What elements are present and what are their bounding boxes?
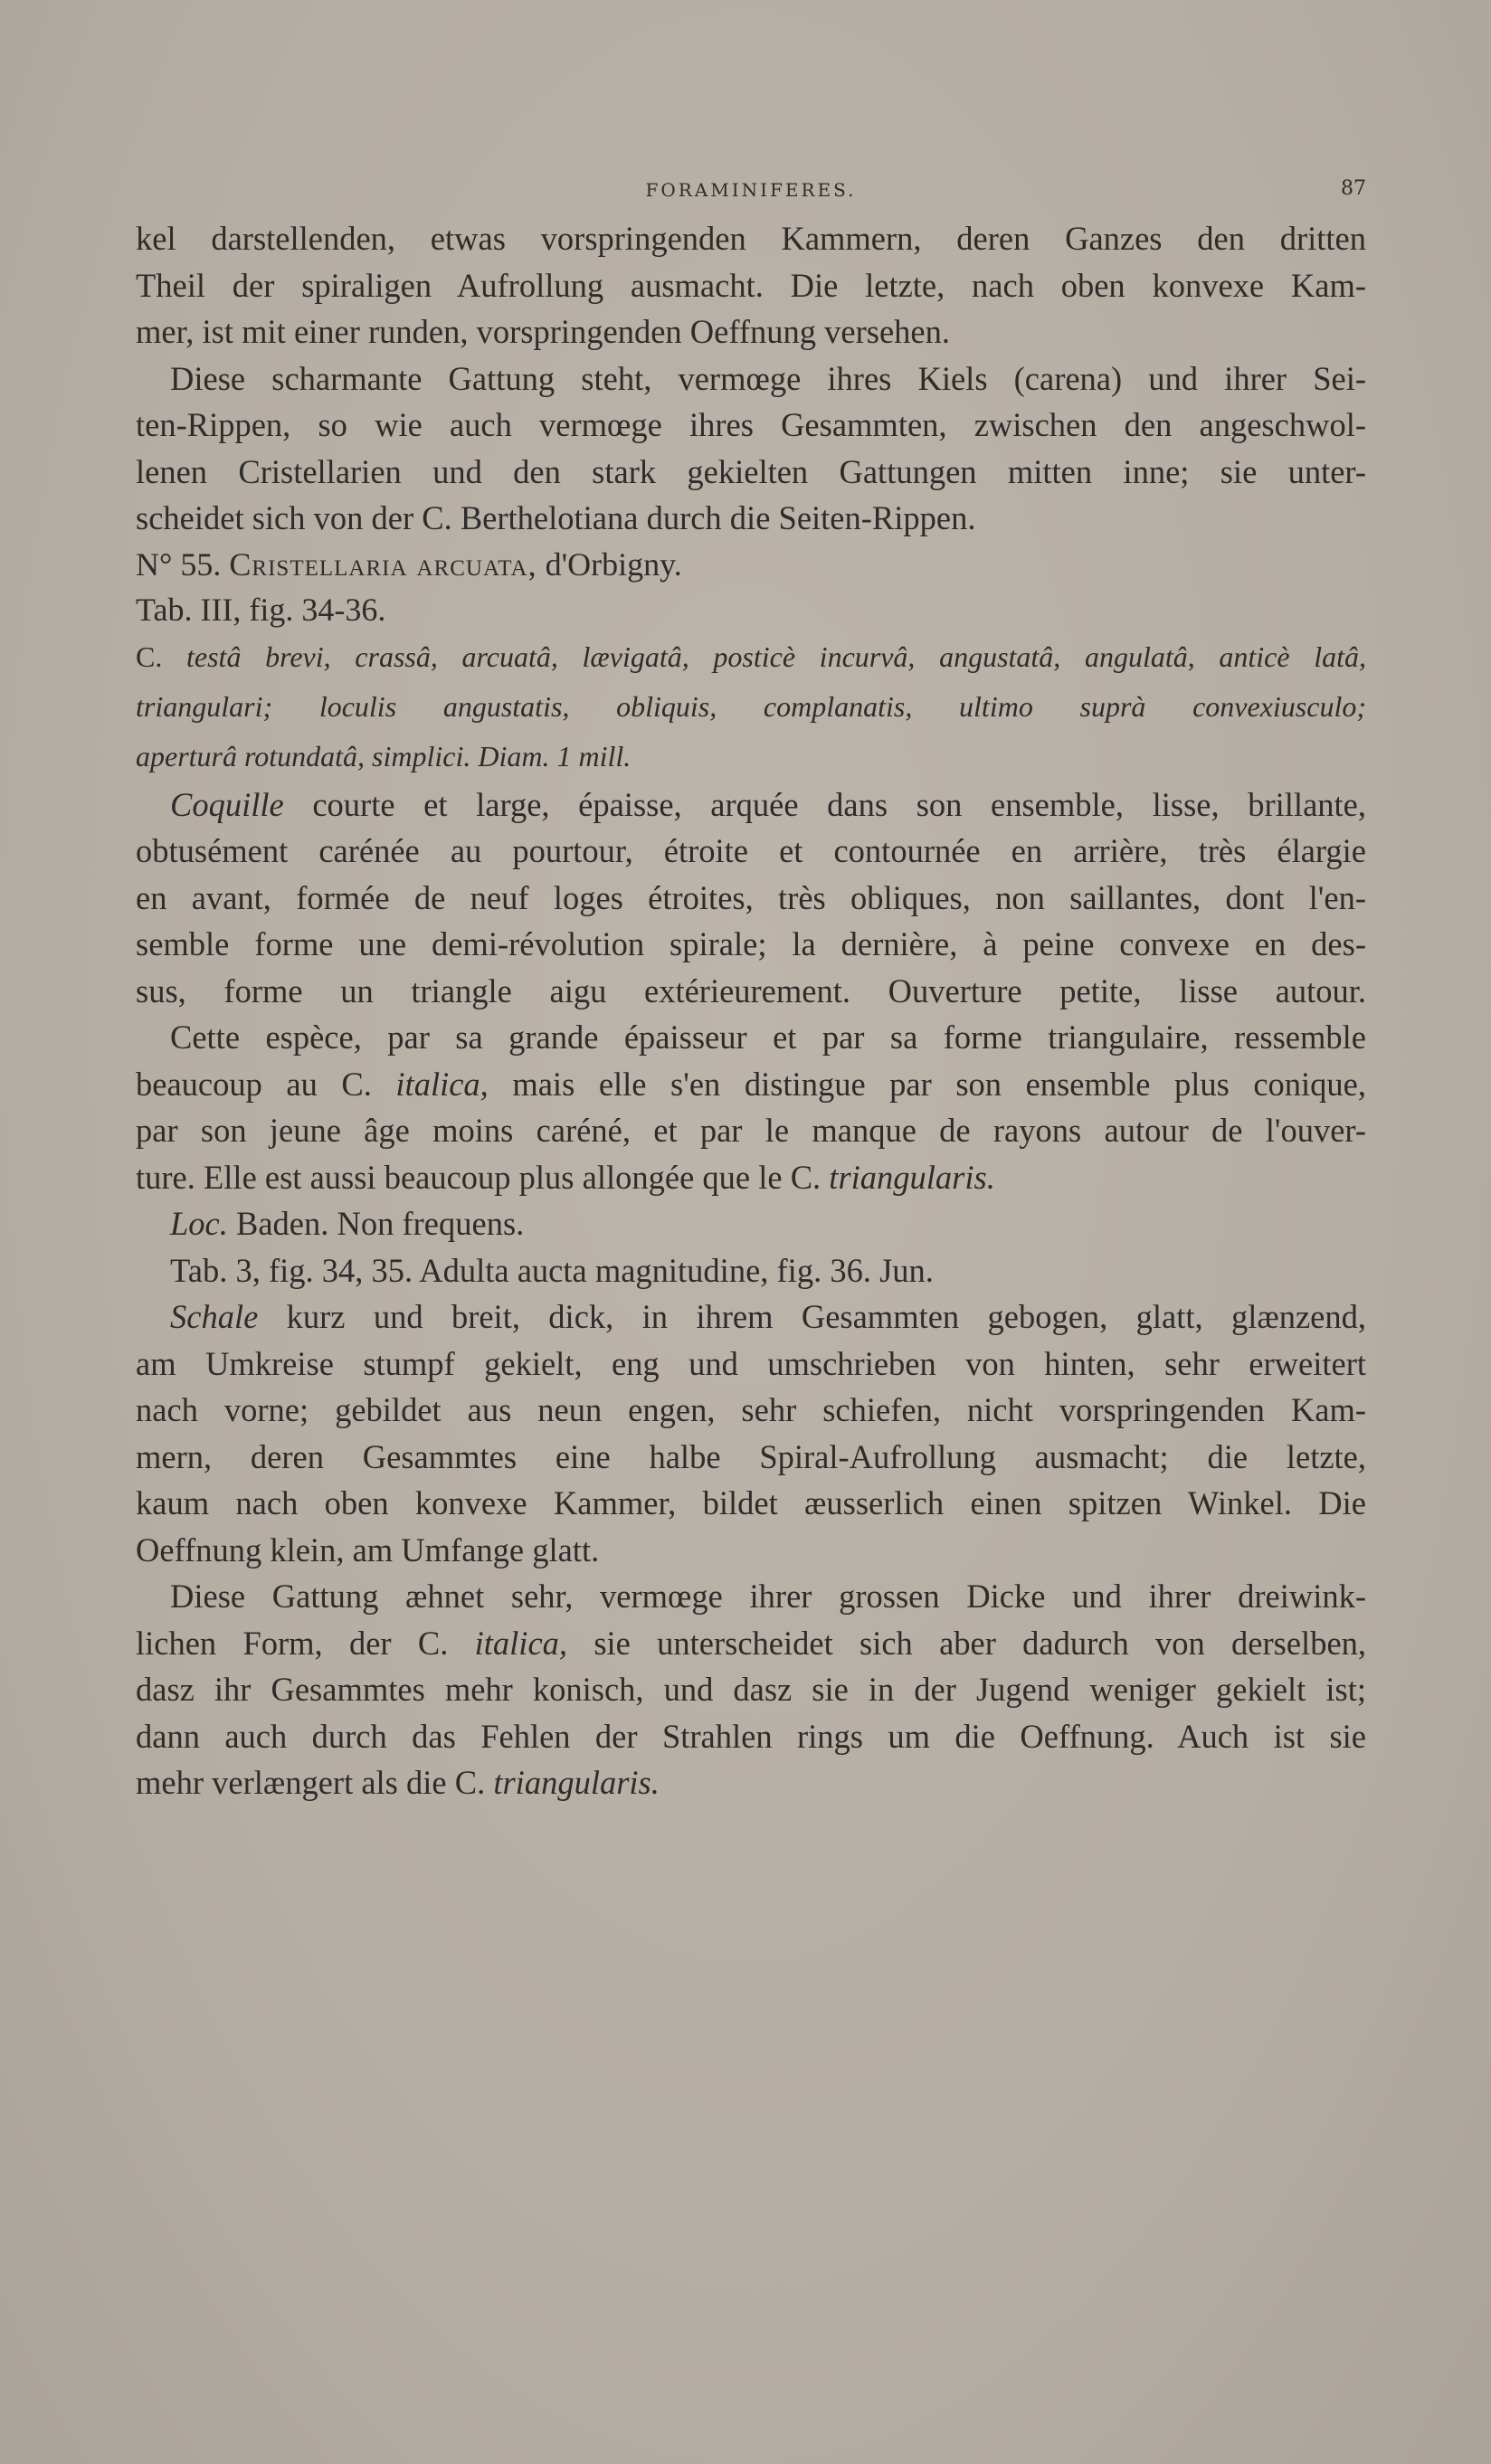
text-line: sus, forme un triangle aigu extérieurement. Ouverture petite, lisse autour. [136,971,1366,1009]
species-ref: italica, [395,1065,489,1103]
species-heading [136,542,1366,587]
line-text: lichen Form, der C. [136,1624,449,1662]
text-line: en avant, formée de neuf loges étroites, très obliques, non saillantes, dont l'en- [136,878,1366,916]
text-line [136,1154,1366,1201]
text-line: semble forme une demi-révolution spirale; la dernière, à peine convexe en des- [136,925,1366,962]
text-line: dann auch durch das Fehlen der Strahlen rings um die Oeffnung. Auch ist sie [136,1717,1366,1755]
text-line: triangulari; loculis angustatis, obliquis, complanatis, ultimo suprà convexiusculo; [136,689,1366,723]
body-text [136,215,1366,1806]
french-description [136,782,1366,1015]
latin-text: testâ brevi, crassâ, arcuatâ, lævigatâ, posticè incurvâ, angustatâ, angulatâ, anticè latâ, [186,640,1367,673]
french-comparison [136,1014,1366,1200]
text-line [136,1620,1366,1667]
text-line [136,1759,1366,1806]
page-number: 87 [1341,177,1366,200]
text-line: lenen Cristellarien und den stark gekielten Gattungen mitten inne; sie unter- [136,452,1366,490]
species-ref: italica, [474,1624,568,1662]
species-name: Cristellaria arcuata, [229,545,537,583]
text-line: scheidet sich von der C. Berthelotiana durch die Seiten-Rippen. [136,499,976,536]
locality [136,1200,1366,1247]
text-line: aperturâ rotundatâ, simplici. Diam. 1 mill. [136,739,632,772]
species-number: N° 55. [136,545,222,583]
latin-diagnosis [136,632,1366,782]
paragraph-gattung [136,355,1366,542]
plate-reference: Tab. III, fig. 34-36. [136,591,386,628]
running-title: FORAMINIFERES. [645,179,857,201]
text-line: mern, deren Gesammtes eine halbe Spiral-Aufrollung ausmacht; die letzte, [136,1437,1366,1475]
text-line: kaum nach oben konvexe Kammer, bildet æusserlich einen spitzen Winkel. Die [136,1484,1366,1521]
line-text: kurz und breit, dick, in ihrem Gesammten gebogen, glatt, glænzend, [286,1298,1366,1335]
text-line [136,782,1366,829]
line-text: ture. Elle est aussi beaucoup plus allongée que le C. [136,1158,821,1196]
text-line: Theil der spiraligen Aufrollung ausmacht. Die letzte, nach oben konvexe Kam- [136,266,1366,304]
line-text: beaucoup au C. [136,1065,372,1103]
running-head [136,177,1366,204]
line-text: courte et large, épaisse, arquée dans son ensemble, lisse, brillante, [312,785,1366,823]
text-line: Tab. 3, fig. 34, 35. Adulta aucta magnitudine, fig. 36. Jun. [170,1251,934,1289]
text-line [136,632,1366,682]
text-line: Oeffnung klein, am Umfange glatt. [136,1531,600,1568]
locality-text: Baden. Non frequens. [236,1205,525,1242]
species-ref: triangularis. [829,1158,995,1196]
text-line: Diese Gattung æhnet sehr, vermœge ihrer grossen Dicke und ihrer dreiwink- [170,1578,1366,1615]
text-line: ten-Rippen, so wie auch vermœge ihres Gesammten, zwischen den angeschwol- [136,406,1366,443]
text-line: mer, ist mit einer runden, vorspringenden Oeffnung versehen. [136,313,950,350]
genus-abbrev: C. [136,640,163,673]
text-line: obtusément carénée au pourtour, étroite et contournée en arrière, très élargie [136,832,1366,869]
species-ref: triangularis. [493,1764,660,1801]
plate-line [136,1247,1366,1294]
line-text: sie unterscheidet sich aber dadurch von derselben, [594,1624,1367,1662]
locality-label: Loc. [170,1205,228,1242]
text-line: kel darstellenden, etwas vorspringenden Kammern, deren Ganzes den dritten [136,220,1366,257]
lead-word: Schale [170,1298,259,1335]
line-text: mais elle s'en distingue par son ensemble plus conique, [512,1065,1367,1103]
species-author: d'Orbigny. [545,545,682,583]
german-comparison [136,1573,1366,1806]
text-line [136,1200,1366,1247]
lead-word: Coquille [170,785,284,823]
text-line: am Umkreise stumpf gekielt, eng und umschrieben von hinten, sehr erweitert [136,1344,1366,1382]
text-line: Cette espèce, par sa grande épaisseur et par sa forme triangulaire, ressemble [170,1019,1366,1056]
text-line [136,1294,1366,1341]
text-line: par son jeune âge moins caréné, et par le manque de rayons autour de l'ouver- [136,1112,1366,1149]
german-description [136,1294,1366,1573]
line-text: mehr verlængert als die C. [136,1764,486,1801]
paragraph-continuation [136,215,1366,355]
text-line: dasz ihr Gesammtes mehr konisch, und dasz sie in der Jugend weniger gekielt ist; [136,1671,1366,1708]
text-line: nach vorne; gebildet aus neun engen, sehr schiefen, nicht vorspringenden Kam- [136,1391,1366,1428]
text-line [136,1061,1366,1108]
text-line: Diese scharmante Gattung steht, vermœge ihres Kiels (carena) und ihrer Sei- [170,359,1366,397]
